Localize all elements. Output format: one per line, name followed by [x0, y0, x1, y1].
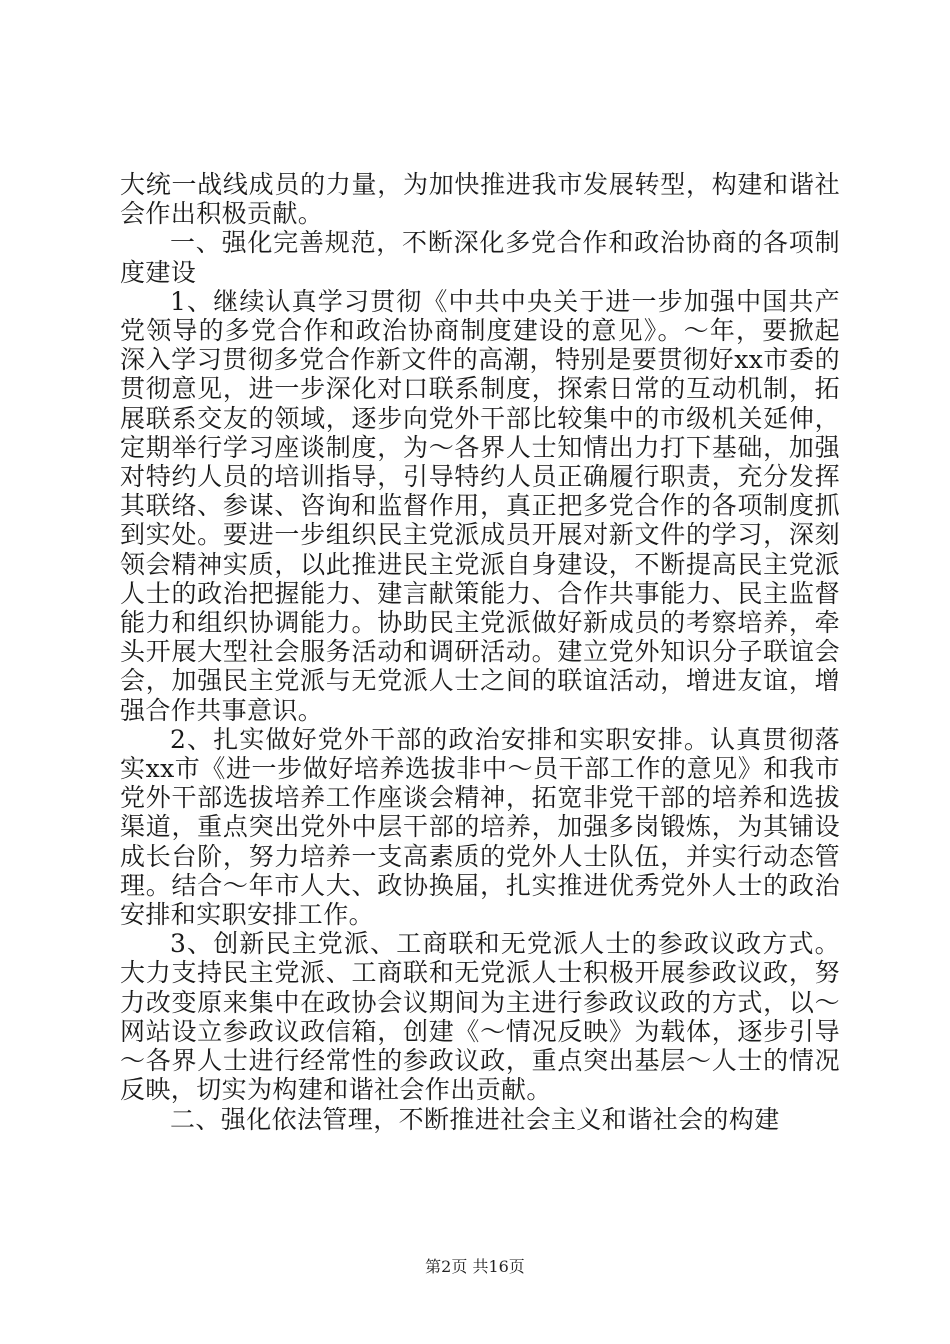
paragraph-item-2: 2、扎实做好党外干部的政治安排和实职安排。认真贯彻落实xx市《进一步做好培养选拔非中～员干部工作的意见》和我市党外干部选拔培养工作座谈会精神，拓宽非党干部的培养和选拔渠道，重点突出党外中层干部的培养，加强多岗锻炼，为其铺设成长台阶，努力培养一支高素质的党外人士队伍，并实行动态管理。结合～年市人大、政协换届，扎实推进优秀党外人士的政治安排和实职安排工作。: [120, 724, 840, 930]
paragraph-continuation: 大统一战线成员的力量，为加快推进我市发展转型，构建和谐社会作出积极贡献。: [120, 170, 840, 229]
paragraph-item-3: 3、创新民主党派、工商联和无党派人士的参政议政方式。大力支持民主党派、工商联和无党派人士积极开展参政议政，努力改变原来集中在政协会议期间为主进行参政议政的方式，以～网站设立参政议政信箱，创建《～情况反映》为载体，逐步引导～各界人士进行经常性的参政议政，重点突出基层～人士的情况反映，切实为构建和谐社会作出贡献。: [120, 929, 840, 1105]
page-number-footer: 第2页 共16页: [425, 1257, 525, 1276]
document-body: [120, 170, 840, 1134]
section-heading-1: 一、强化完善规范，不断深化多党合作和政治协商的各项制度建设: [120, 228, 840, 287]
section-heading-2: 二、强化依法管理，不断推进社会主义和谐社会的构建: [170, 1104, 780, 1134]
paragraph-item-1: 1、继续认真学习贯彻《中共中央关于进一步加强中国共产党领导的多党合作和政治协商制度建设的意见》。～年，要掀起深入学习贯彻多党合作新文件的高潮，特别是要贯彻好xx市委的贯彻意见，进一步深化对口联系制度，探索日常的互动机制，拓展联系交友的领域，逐步向党外干部比较集中的市级机关延伸，定期举行学习座谈制度，为～各界人士知情出力打下基础，加强对特约人员的培训指导，引导特约人员正确履行职责，充分发挥其联络、参谋、咨询和监督作用，真正把多党合作的各项制度抓到实处。要进一步组织民主党派成员开展对新文件的学习，深刻领会精神实质，以此推进民主党派自身建设，不断提高民主党派人士的政治把握能力、建言献策能力、合作共事能力、民主监督能力和组织协调能力。协助民主党派做好新成员的考察培养，牵头开展大型社会服务活动和调研活动。建立党外知识分子联谊会会，加强民主党派与无党派人士之间的联谊活动，增进友谊，增强合作共事意识。: [120, 286, 840, 725]
